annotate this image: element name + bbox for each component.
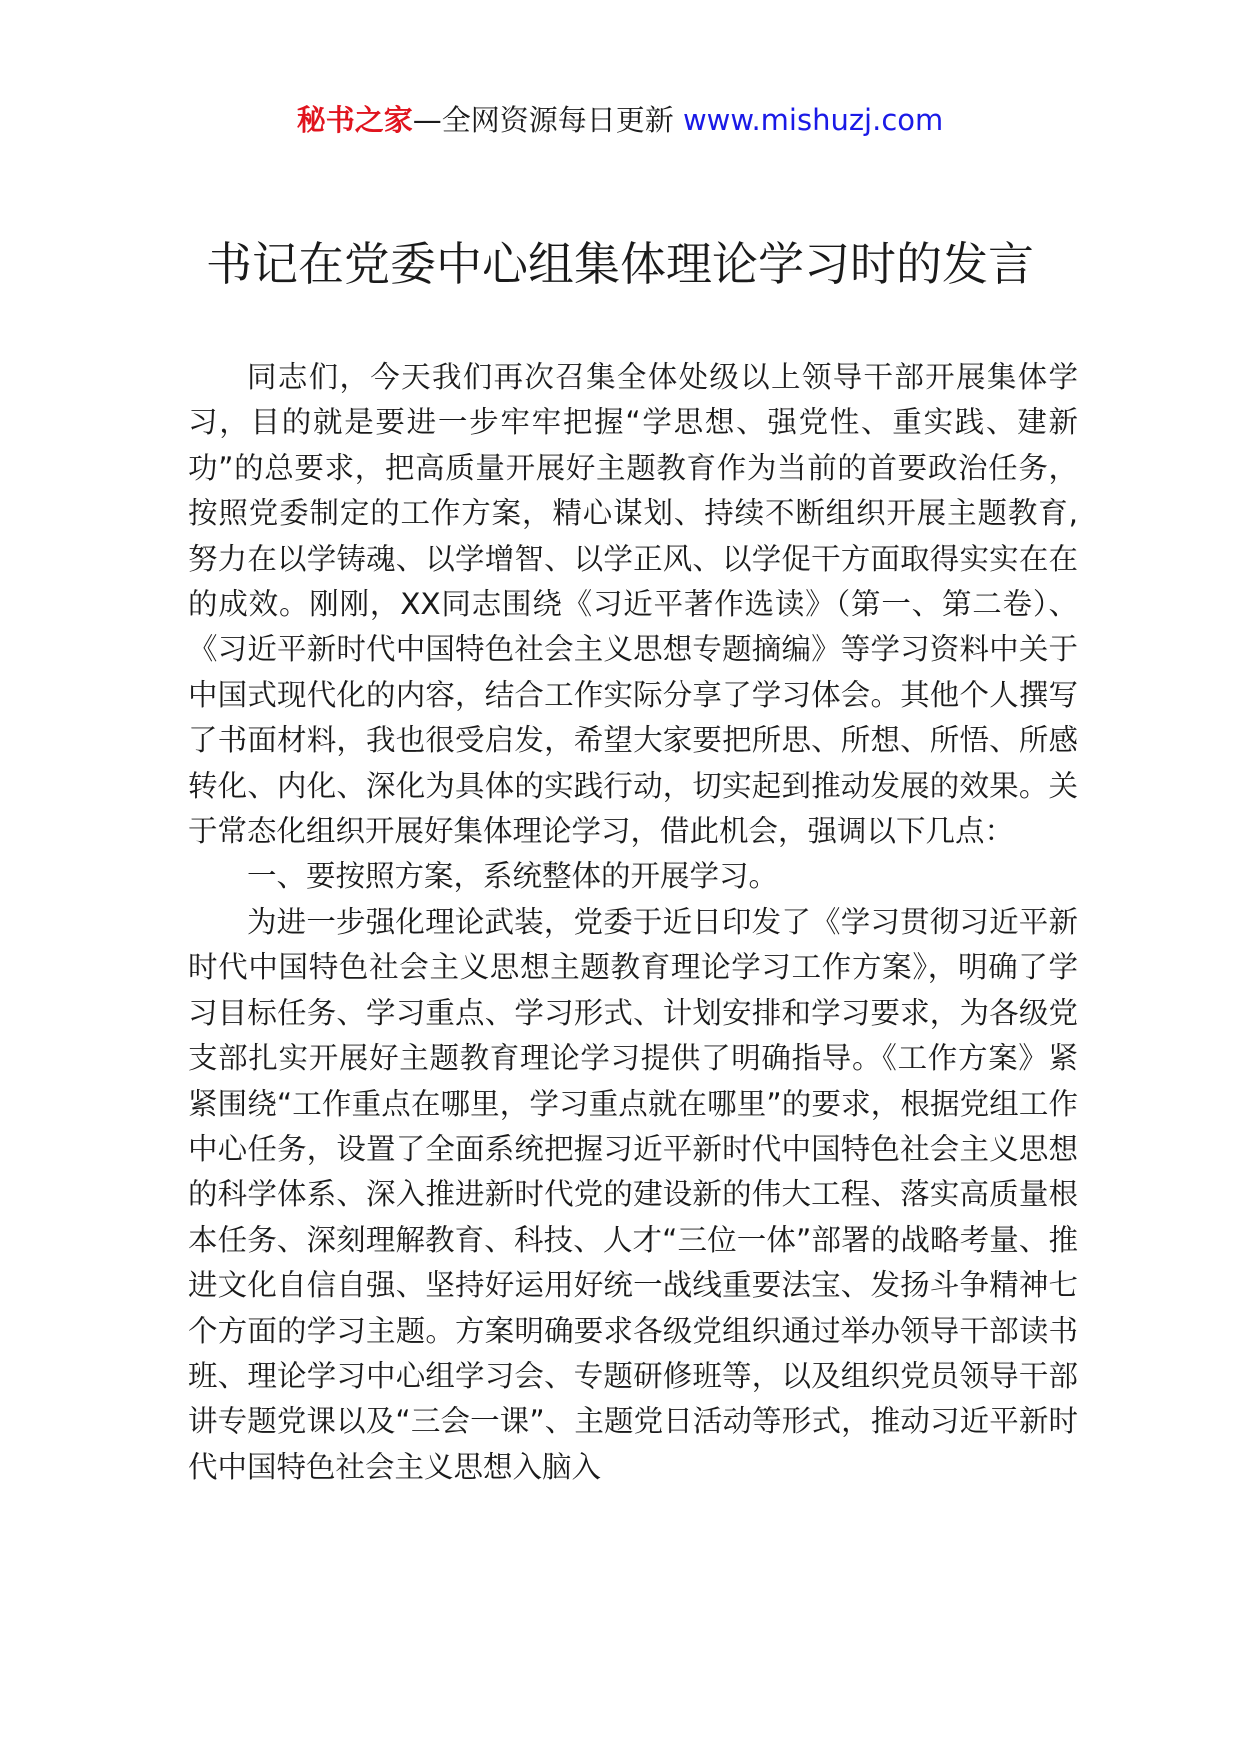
site-brand: 秘书之家 bbox=[296, 103, 413, 137]
section-heading: 一、要按照方案，系统整体的开展学习。 bbox=[247, 859, 779, 894]
site-tagline: —全网资源每日更新 bbox=[412, 103, 683, 137]
site-url[interactable]: www.mishuzj.com bbox=[682, 103, 944, 137]
document-title: 书记在党委中心组集体理论学习时的发言 bbox=[206, 237, 1034, 291]
body-paragraph: 同志们，今天我们再次召集全体处级以上领导干部开展集体学习，目的就是要进一步牢牢把握“学思想、强党性、重实践、建新功”的总要求，把高质量开展好主题教育作为当前的首要政治任务，按照党委制定的工作方案，精心谋划、持续不断组织开展主题教育,努力在以学铸魂、以学增智、以学正风、以学促干方面取得实实在在的成效。刚刚，XX同志围绕《习近平著作选读》（第一、第二卷）、《习近平新时代中国特色社会主义思想专题摘编》等学习资料中关于中国式现代化的内容，结合工作实际分享了学习体会。其他个人撰写了书面材料，我也很受启发，希望大家要把所思、所想、所悟、所感转化、内化、深化为具体的实践行动，切实起到推动发展的效果。关于常态化组织开展好集体理论学习，借此机会，强调以下几点： bbox=[188, 360, 1078, 849]
site-header bbox=[0, 100, 1240, 140]
body-paragraph: 为进一步强化理论武装，党委于近日印发了《学习贯彻习近平新时代中国特色社会主义思想主题教育理论学习工作方案》，明确了学习目标任务、学习重点、学习形式、计划安排和学习要求，为各级党支部扎实开展好主题教育理论学习提供了明确指导。《工作方案》紧紧围绕“工作重点在哪里，学习重点就在哪里”的要求，根据党组工作中心任务，设置了全面系统把握习近平新时代中国特色社会主义思想的科学体系、深入推进新时代党的建设新的伟大工程、落实高质量根本任务、深刻理解教育、科技、人才“三位一体”部署的战略考量、推进文化自信自强、坚持好运用好统一战线重要法宝、发扬斗争精神七个方面的学习主题。方案明确要求各级党组织通过举办领导干部读书班、理论学习中心组学习会、专题研修班等，以及组织党员领导干部讲专题党课以及“三会一课”、主题党日活动等形式，推动习近平新时代中国特色社会主义思想入脑入 bbox=[188, 904, 1078, 1484]
document-body bbox=[188, 355, 1078, 1490]
